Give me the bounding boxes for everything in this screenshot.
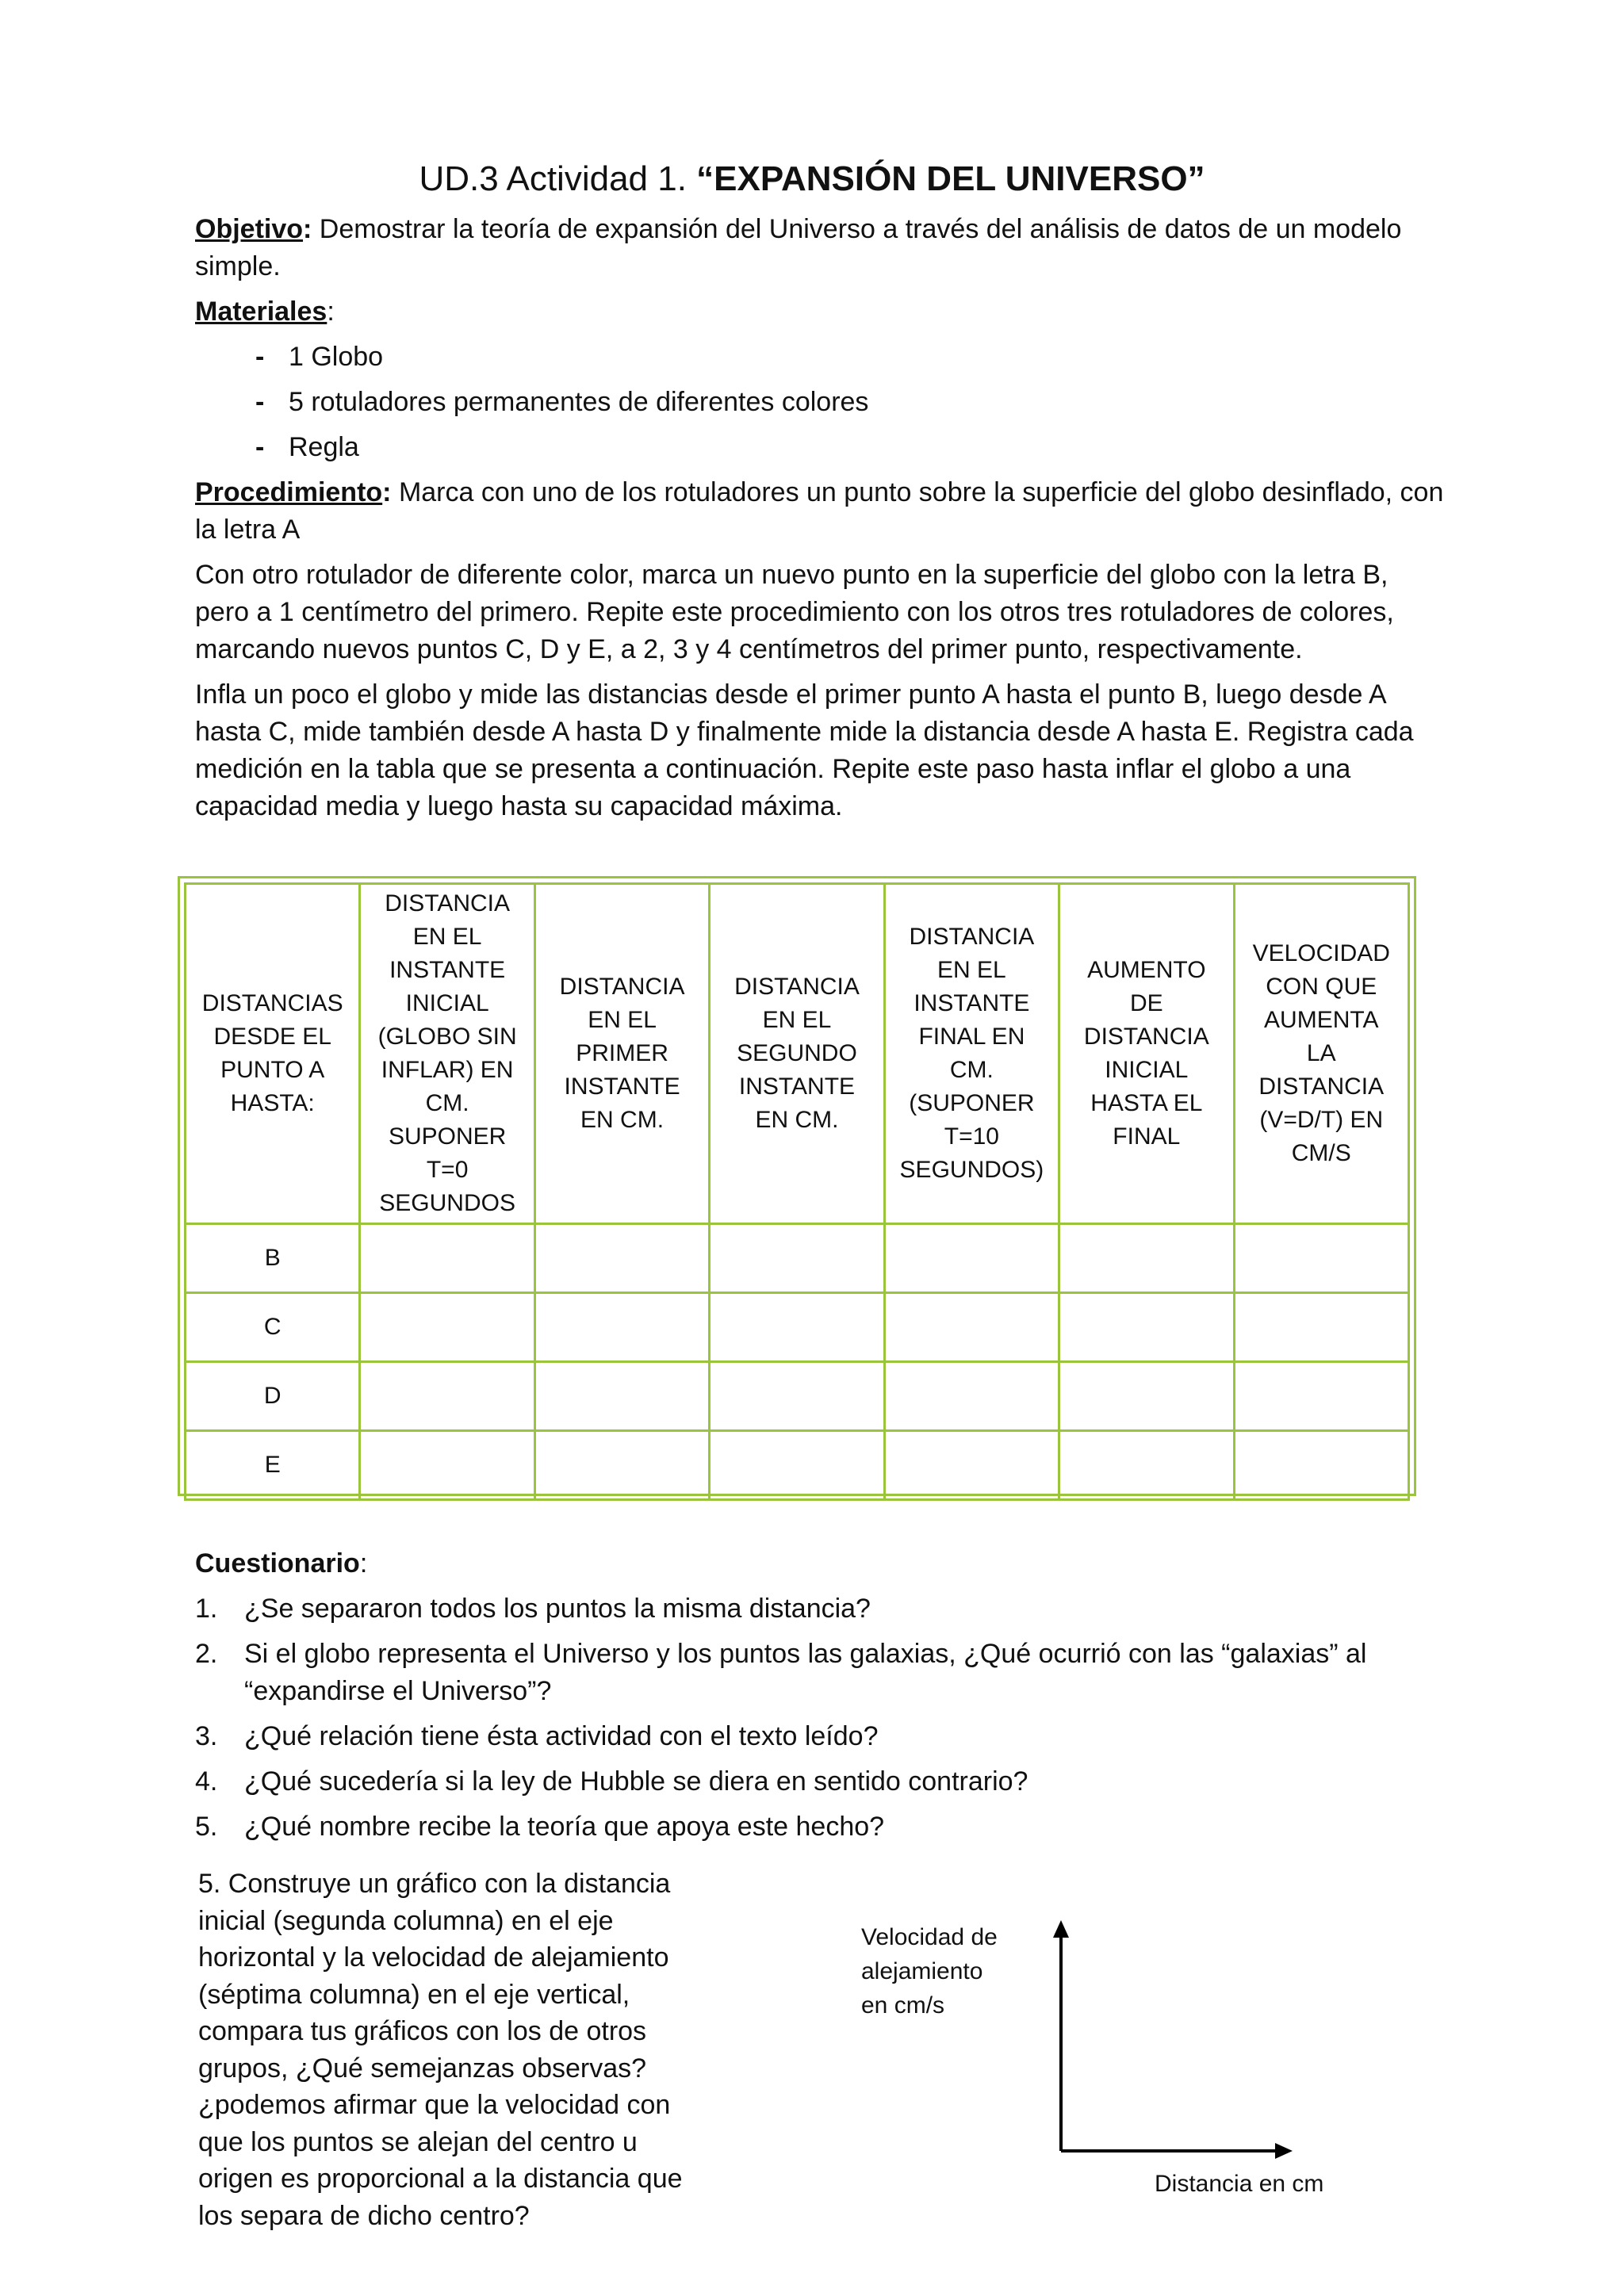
y-axis-label [861, 1920, 998, 2022]
table-header-cell: DISTANCIA EN EL INSTANTE INICIAL (GLOBO SIN INFLAR) EN CM. SUPONER T=0 SEGUNDOS [360, 884, 534, 1224]
procedimiento-label: Procedimiento [195, 477, 383, 507]
question-text: ¿Qué sucedería si la ley de Hubble se diera en sentido contrario? [244, 1766, 1028, 1797]
materiales-item: - 1 Globo [255, 342, 384, 372]
question-item [195, 1718, 1432, 1755]
procedimiento-text: Marca con uno de los rotuladores un punto sobre la superficie del globo desinflado, con [391, 477, 1444, 507]
question-item [195, 1636, 1432, 1710]
table-cell[interactable] [1059, 1362, 1234, 1431]
table-cell[interactable] [360, 1293, 534, 1362]
table-cell[interactable] [884, 1362, 1059, 1431]
objetivo-colon: : [303, 214, 312, 244]
table-cell[interactable] [360, 1224, 534, 1293]
table-cell[interactable] [710, 1362, 884, 1431]
table-row-label: D [186, 1362, 360, 1431]
y-axis-label-line: alejamiento [861, 1958, 983, 1984]
table-row-label: B [186, 1224, 360, 1293]
graph-task-line: que los puntos se alejan del centro u [198, 2126, 638, 2157]
x-axis-arrowhead [1275, 2143, 1293, 2159]
graph-task-line: (séptima columna) en el eje vertical, [198, 1979, 630, 2010]
table-cell[interactable] [710, 1431, 884, 1500]
table-cell[interactable] [360, 1431, 534, 1500]
page-title [0, 155, 1624, 203]
procedimiento-line: capacidad media y luego hasta su capacidad máxima. [195, 791, 843, 821]
table-cell[interactable] [534, 1293, 709, 1362]
table-cell[interactable] [710, 1293, 884, 1362]
question-number: 1. [195, 1594, 218, 1624]
question-text: Si el globo representa el Universo y los puntos las galaxias, ¿Qué ocurrió con las “galaxias” al “expandirse el Universo”? [244, 1639, 1367, 1706]
question-number: 3. [195, 1721, 218, 1751]
objetivo-line-2: simple. [195, 251, 281, 281]
table-header-cell: DISTANCIA EN EL PRIMER INSTANTE EN CM. [534, 884, 709, 1224]
question-number: 2. [195, 1639, 218, 1669]
table-cell[interactable] [710, 1224, 884, 1293]
question-text: ¿Qué relación tiene ésta actividad con el texto leído? [244, 1721, 879, 1751]
title-bold: “EXPANSIÓN DEL UNIVERSO” [696, 159, 1205, 198]
table-cell[interactable] [884, 1293, 1059, 1362]
materiales-item-text: Regla [289, 432, 359, 462]
table-row [186, 1431, 1409, 1500]
axes-diagram [1031, 1911, 1300, 2164]
cuestionario-colon: : [359, 1548, 368, 1578]
procedimiento-line-1 [195, 474, 1443, 511]
materiales-item-text: 5 rotuladores permanentes de diferentes colores [289, 387, 869, 417]
table-cell[interactable] [1234, 1224, 1408, 1293]
procedimiento-line: medición en la tabla que se presenta a continuación. Repite este paso hasta inflar el globo a una [195, 754, 1351, 784]
graph-task-line: compara tus gráficos con los de otros [198, 2016, 647, 2046]
procedimiento-line: hasta C, mide también desde A hasta D y finalmente mide la distancia desde A hasta E. Registra cada [195, 717, 1414, 747]
graph-task-line: horizontal y la velocidad de alejamiento [198, 1942, 669, 1973]
objetivo-text-1: Demostrar la teoría de expansión del Universo a través del análisis de datos de un modelo [312, 214, 1402, 244]
materiales-item: - Regla [255, 432, 359, 462]
table-cell[interactable] [884, 1431, 1059, 1500]
procedimiento-line: marcando nuevos puntos C, D y E, a 2, 3 y 4 centímetros del primer punto, respectivamente. [195, 634, 1303, 664]
objetivo-label: Objetivo [195, 214, 304, 244]
graph-task-line: los separa de dicho centro? [198, 2200, 530, 2231]
graph-task-line: 5. Construye un gráfico con la distancia [198, 1869, 671, 1899]
question-text: ¿Se separaron todos los puntos la misma distancia? [244, 1594, 871, 1624]
cuestionario-heading [195, 1545, 367, 1582]
graph-task-text [198, 1866, 722, 2234]
graph-task-line: origen es proporcional a la distancia que [198, 2164, 683, 2194]
procedimiento-line: pero a 1 centímetro del primero. Repite este procedimiento con los otros tres rotuladores de colores, [195, 597, 1394, 627]
y-axis-arrowhead [1053, 1920, 1069, 1938]
table-cell[interactable] [1234, 1431, 1408, 1500]
table-cell[interactable] [360, 1362, 534, 1431]
table-header-cell: DISTANCIA EN EL INSTANTE FINAL EN CM. (SUPONER T=10 SEGUNDOS) [884, 884, 1059, 1224]
question-text: ¿Qué nombre recibe la teoría que apoya este hecho? [244, 1812, 885, 1842]
table-header-cell: AUMENTO DE DISTANCIA INICIAL HASTA EL FINAL [1059, 884, 1234, 1224]
x-axis-label: Distancia en cm [1155, 2171, 1324, 2197]
table-cell[interactable] [1059, 1224, 1234, 1293]
procedimiento-line: Con otro rotulador de diferente color, marca un nuevo punto en la superficie del globo con la letra B, [195, 560, 1388, 590]
table-header-cell: DISTANCIA EN EL SEGUNDO INSTANTE EN CM. [710, 884, 884, 1224]
table-header-row [186, 884, 1409, 1224]
title-prefix: UD.3 Actividad 1. [419, 159, 697, 198]
table-header-cell: VELOCIDAD CON QUE AUMENTA LA DISTANCIA (V=D/T) EN CM/S [1234, 884, 1408, 1224]
procedimiento-line: Infla un poco el globo y mide las distancias desde el primer punto A hasta el punto B, luego desde A [195, 679, 1387, 710]
question-item [195, 1763, 1432, 1800]
table-row [186, 1362, 1409, 1431]
question-number: 4. [195, 1766, 218, 1797]
table-row-label: C [186, 1293, 360, 1362]
question-item [195, 1808, 1432, 1846]
table-cell[interactable] [1234, 1362, 1408, 1431]
y-axis-label-line: Velocidad de [861, 1924, 998, 1950]
materiales-colon: : [327, 297, 335, 327]
table-cell[interactable] [1234, 1293, 1408, 1362]
materiales-heading [195, 293, 335, 331]
procedimiento-line: la letra A [195, 515, 301, 545]
cuestionario-label: Cuestionario [195, 1548, 360, 1578]
table-cell[interactable] [534, 1224, 709, 1293]
question-number: 5. [195, 1812, 218, 1842]
materiales-item: - 5 rotuladores permanentes de diferentes colores [255, 387, 869, 417]
graph-task-line: ¿podemos afirmar que la velocidad con [198, 2090, 671, 2120]
question-item [195, 1590, 1432, 1628]
table-cell[interactable] [534, 1431, 709, 1500]
materiales-item-text: 1 Globo [289, 342, 384, 372]
table-cell[interactable] [884, 1224, 1059, 1293]
graph-task-line: grupos, ¿Qué semejanzas observas? [198, 2053, 647, 2084]
data-table-frame [178, 876, 1416, 1496]
table-cell[interactable] [1059, 1431, 1234, 1500]
graph-task-line: inicial (segunda columna) en el eje [198, 1905, 614, 1936]
y-axis-label-line: en cm/s [861, 1992, 945, 2019]
materiales-label: Materiales [195, 297, 327, 327]
table-row [186, 1224, 1409, 1293]
table-row-label: E [186, 1431, 360, 1500]
table-row [186, 1293, 1409, 1362]
table-cell[interactable] [1059, 1293, 1234, 1362]
data-table [184, 882, 1410, 1501]
table-header-cell: DISTANCIAS DESDE EL PUNTO A HASTA: [186, 884, 360, 1224]
objetivo-line-1 [195, 211, 1401, 248]
procedimiento-colon: : [382, 477, 392, 507]
table-cell[interactable] [534, 1362, 709, 1431]
